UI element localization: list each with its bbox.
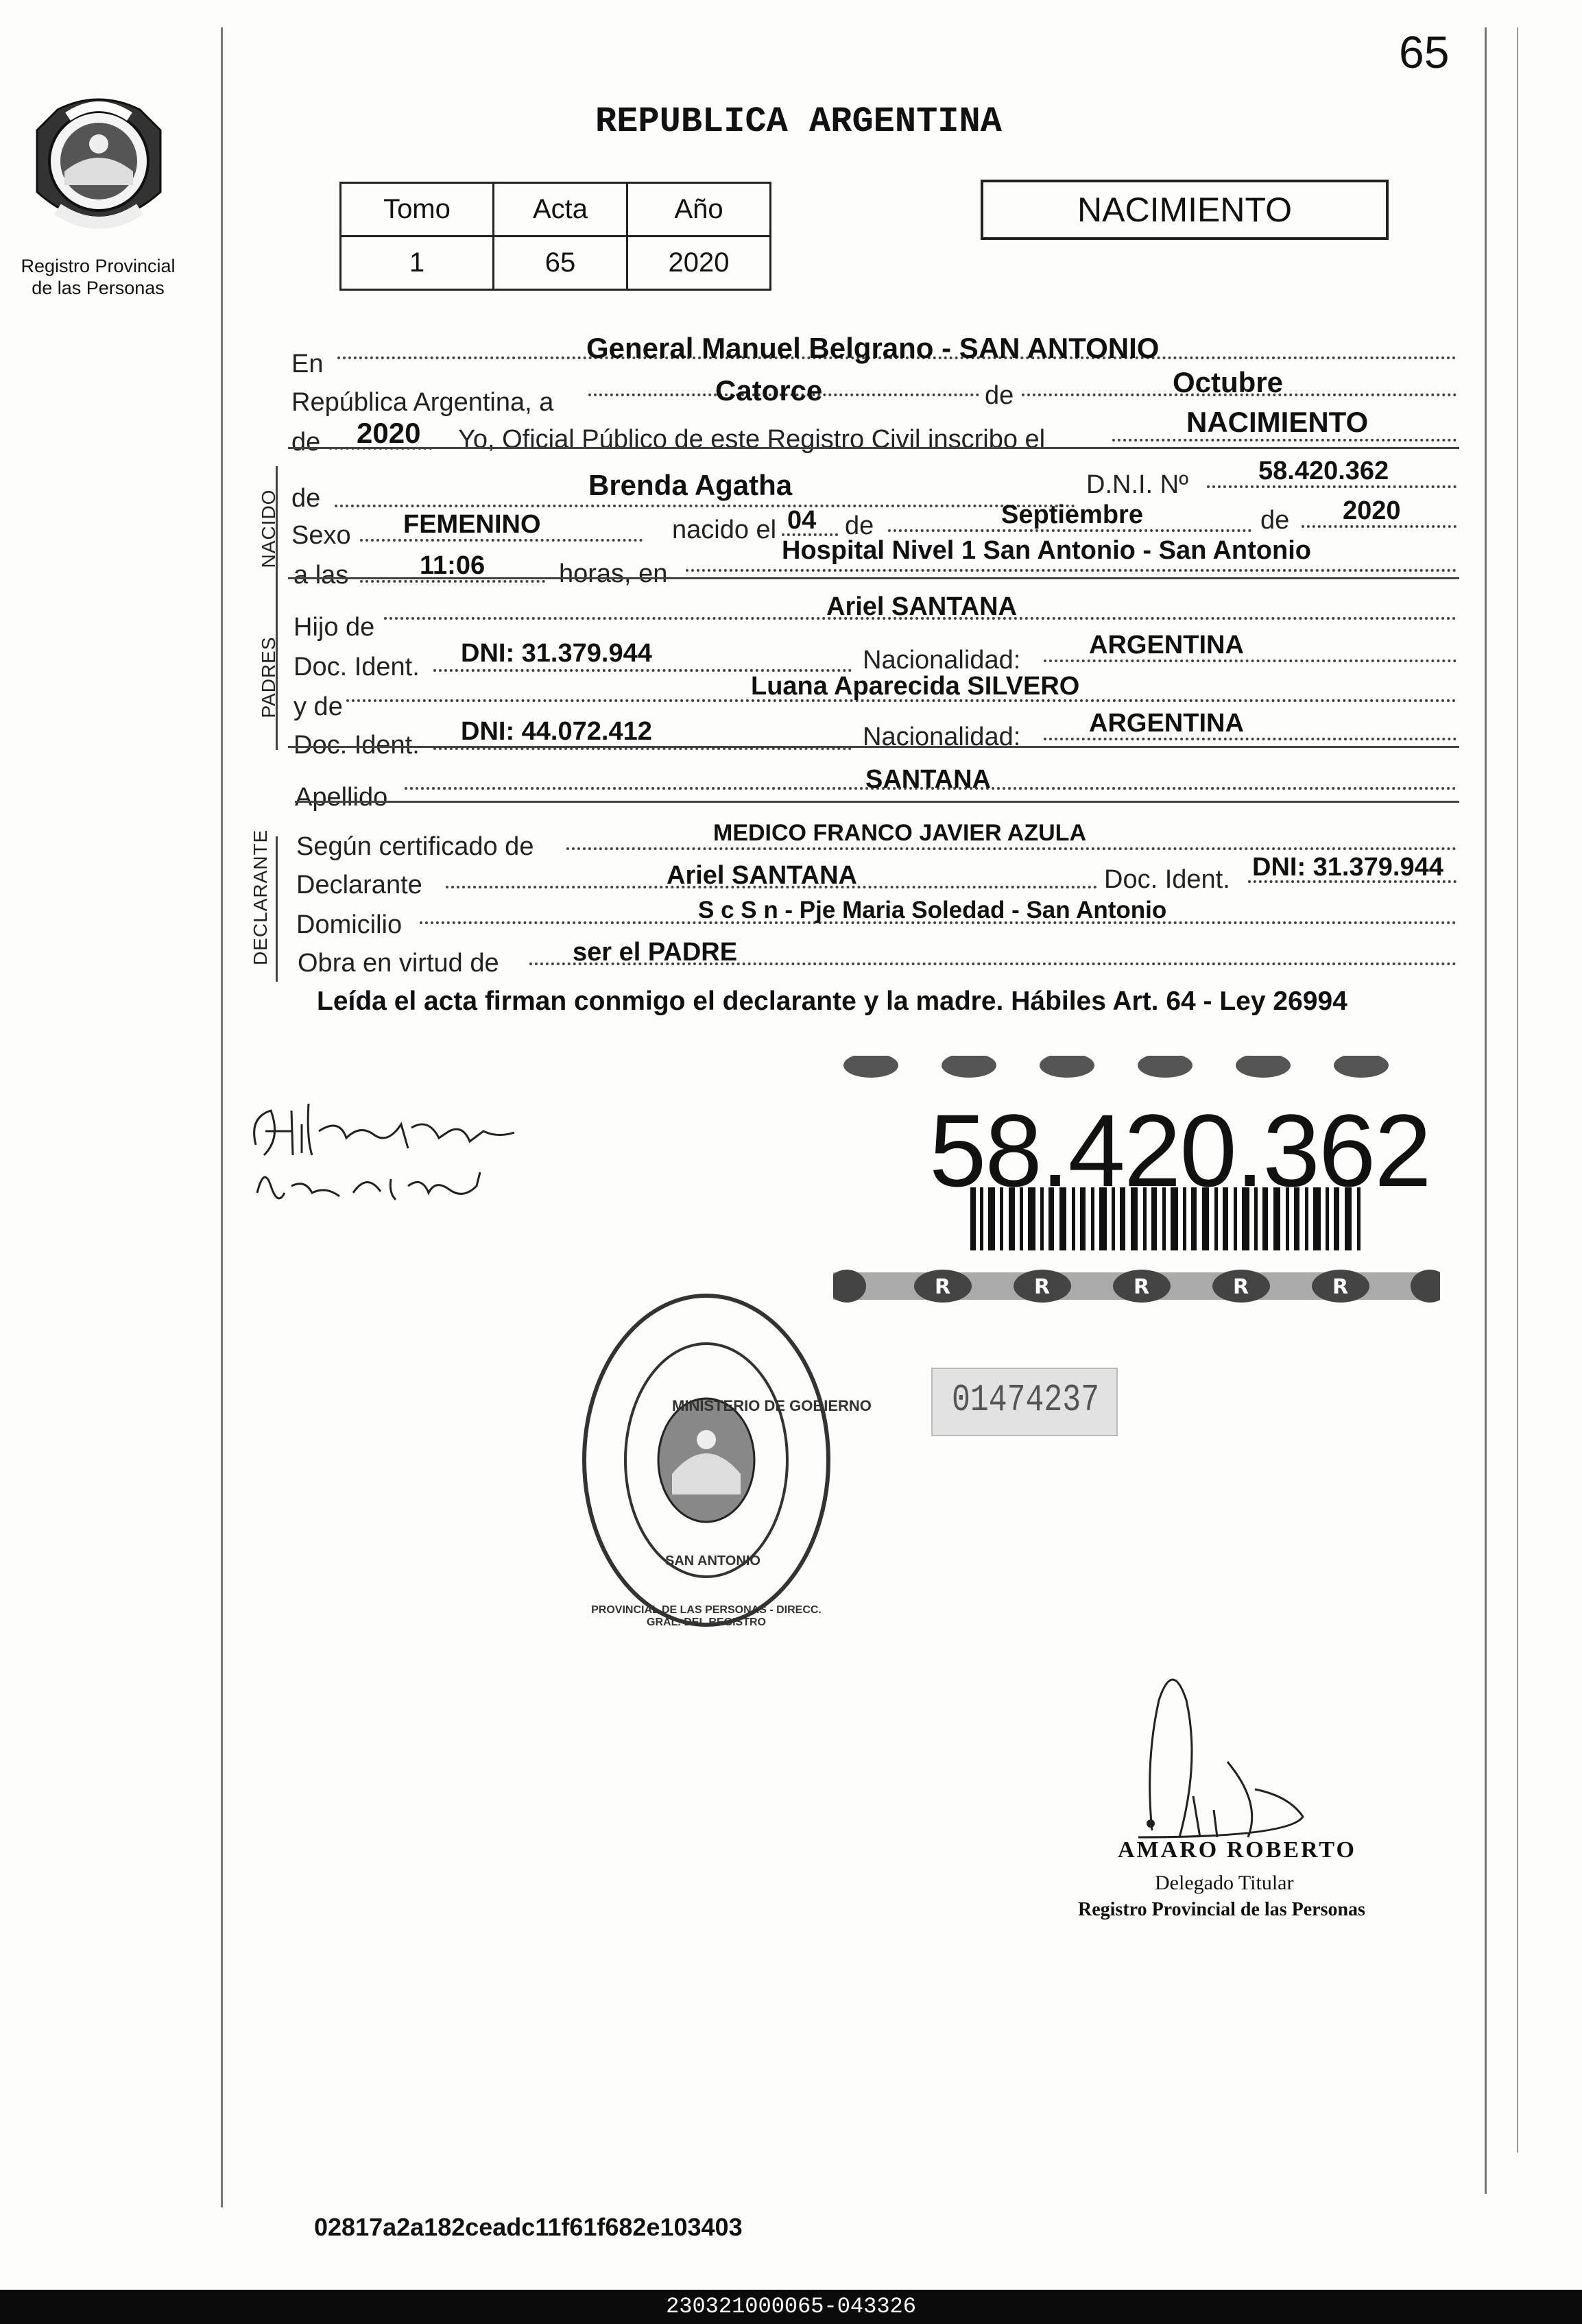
- dni-value: 58.420.362: [1258, 457, 1389, 485]
- child-name-value: Brenda Agatha: [588, 469, 793, 501]
- dotline: [566, 847, 1457, 850]
- declarante-section-label: DECLARANTE: [250, 829, 271, 965]
- section-rule: [295, 801, 1459, 803]
- round-stamp-city: SAN ANTONIO: [665, 1553, 760, 1569]
- section-rule: [288, 447, 1459, 449]
- serial-stamp-number: 01474237: [952, 1378, 1100, 1422]
- label-nacido-el: nacido el: [672, 516, 777, 544]
- officer-role: Delegado Titular: [1155, 1872, 1294, 1894]
- father-doc-value: DNI: 31.379.944: [461, 639, 652, 668]
- value-acta: 65: [493, 237, 627, 290]
- label-hijo-de: Hijo de: [293, 613, 375, 642]
- svg-text:R: R: [1034, 1275, 1051, 1299]
- label-sexo: Sexo: [291, 521, 351, 550]
- round-stamp-inner-text: MINISTERIO DE GOBIERNO: [672, 1397, 872, 1414]
- label-mother-nationality: Nacionalidad:: [863, 723, 1021, 751]
- declarante-bracket: [276, 836, 278, 982]
- header-ano: Año: [627, 183, 770, 237]
- capacity-value: ser el PADRE: [573, 938, 738, 967]
- label-de-birth-month: de: [845, 511, 874, 540]
- label-de-year: de: [291, 428, 321, 457]
- section-rule: [288, 577, 1459, 579]
- padres-section-label: PADRES: [258, 636, 279, 718]
- declarant-signature: [243, 1090, 573, 1231]
- mother-name-value: Luana Aparecida SILVERO: [751, 672, 1080, 701]
- province-seal: [30, 89, 167, 250]
- dotline: [1112, 439, 1457, 441]
- registry-caption: [12, 255, 184, 299]
- registry-caption-line2: de las Personas: [32, 278, 165, 298]
- page-number: 65: [1399, 27, 1450, 77]
- sticker-dni-number: 58.420.362: [929, 1093, 1430, 1208]
- label-mother-doc: Doc. Ident.: [293, 731, 420, 760]
- label-de-name: de: [291, 484, 321, 513]
- label-horas: horas, en: [559, 559, 668, 588]
- mother-nationality-value: ARGENTINA: [1089, 709, 1244, 738]
- value-tomo: 1: [341, 237, 494, 290]
- dotline: [335, 505, 1075, 507]
- record-table-header-row: [341, 183, 771, 237]
- father-name-value: Ariel SANTANA: [826, 592, 1017, 621]
- section-rule: [288, 746, 1459, 748]
- right-edge-line: [1517, 27, 1518, 2153]
- svg-text:R: R: [1233, 1275, 1249, 1299]
- declarant-doc-value: DNI: 31.379.944: [1252, 853, 1443, 882]
- dotline: [686, 569, 1457, 572]
- label-declarante: Declarante: [296, 871, 422, 899]
- registry-caption-line1: Registro Provincial: [21, 256, 176, 276]
- act-kind-value: NACIMIENTO: [1186, 406, 1369, 438]
- label-domicilio: Domicilio: [296, 910, 403, 939]
- dni-sticker: [833, 1056, 1440, 1313]
- page-title: REPUBLICA ARGENTINA: [595, 101, 1002, 142]
- footer-id-bar: 230321000065-043326: [0, 2290, 1582, 2324]
- label-de-birth-year: de: [1260, 506, 1290, 535]
- birth-time-value: 11:06: [420, 551, 486, 580]
- label-de-month: de: [985, 381, 1014, 410]
- label-en: En: [291, 350, 324, 378]
- birth-month-value: Septiembre: [1001, 500, 1143, 529]
- father-nationality-value: ARGENTINA: [1089, 631, 1244, 659]
- place-value: General Manuel Belgrano - SAN ANTONIO: [586, 332, 1160, 364]
- hash-code: 02817a2a182ceadc11f61f682e103403: [314, 2213, 743, 2241]
- certificate-by-value: MEDICO FRANCO JAVIER AZULA: [713, 820, 1086, 846]
- officer-name: AMARO ROBERTO: [1118, 1837, 1356, 1863]
- year-value: 2020: [357, 417, 421, 449]
- mother-doc-value: DNI: 44.072.412: [461, 717, 652, 746]
- month-value: Octubre: [1173, 366, 1284, 398]
- nacido-section-label: NACIDO: [258, 489, 279, 568]
- left-margin-line: [221, 27, 223, 2207]
- label-obra: Obra en virtud de: [298, 949, 499, 978]
- label-father-nationality: Nacionalidad:: [863, 646, 1021, 675]
- svg-text:R: R: [935, 1275, 951, 1299]
- act-type-box: NACIMIENTO: [981, 180, 1389, 240]
- officer-office: Registro Provincial de las Personas: [1078, 1899, 1365, 1920]
- header-acta: Acta: [493, 183, 627, 237]
- round-stamp: [569, 1282, 872, 1638]
- label-a-las: a las: [293, 561, 349, 590]
- label-republica: República Argentina, a: [291, 388, 554, 417]
- label-certificado: Según certificado de: [296, 832, 534, 861]
- label-father-doc: Doc. Ident.: [293, 653, 420, 681]
- birth-day-value: 04: [787, 506, 817, 535]
- svg-text:R: R: [1134, 1275, 1150, 1299]
- svg-text:R: R: [1332, 1275, 1349, 1299]
- round-stamp-outer-text: PROVINCIAL DE LAS PERSONAS - DIRECC. GRAL. DEL REGISTRO: [591, 1604, 822, 1628]
- declarant-name-value: Ariel SANTANA: [667, 861, 857, 890]
- closing-text: Leída el acta firman conmigo el declarante y la madre. Hábiles Art. 64 - Ley 26994: [317, 987, 1347, 1016]
- label-y-de: y de: [293, 692, 343, 721]
- birth-place-value: Hospital Nivel 1 San Antonio - San Antonio: [782, 536, 1311, 565]
- birth-year-value: 2020: [1343, 496, 1401, 525]
- right-margin-line: [1485, 27, 1487, 2194]
- header-tomo: Tomo: [341, 183, 494, 237]
- address-value: S c S n - Pje Maria Soledad - San Antonio: [698, 897, 1167, 923]
- label-yo: Yo, Oficial Público de este Registro Civil inscribo el: [458, 425, 1046, 454]
- sex-value: FEMENINO: [403, 510, 541, 539]
- label-dni: D.N.I. Nº: [1086, 470, 1188, 499]
- day-words-value: Catorce: [715, 374, 823, 407]
- apellido-value: SANTANA: [865, 765, 991, 794]
- record-table-value-row: [341, 237, 771, 290]
- label-declarant-doc: Doc. Ident.: [1104, 865, 1230, 894]
- label-apellido: Apellido: [295, 783, 388, 812]
- value-ano: 2020: [627, 237, 770, 290]
- record-table: [339, 182, 771, 291]
